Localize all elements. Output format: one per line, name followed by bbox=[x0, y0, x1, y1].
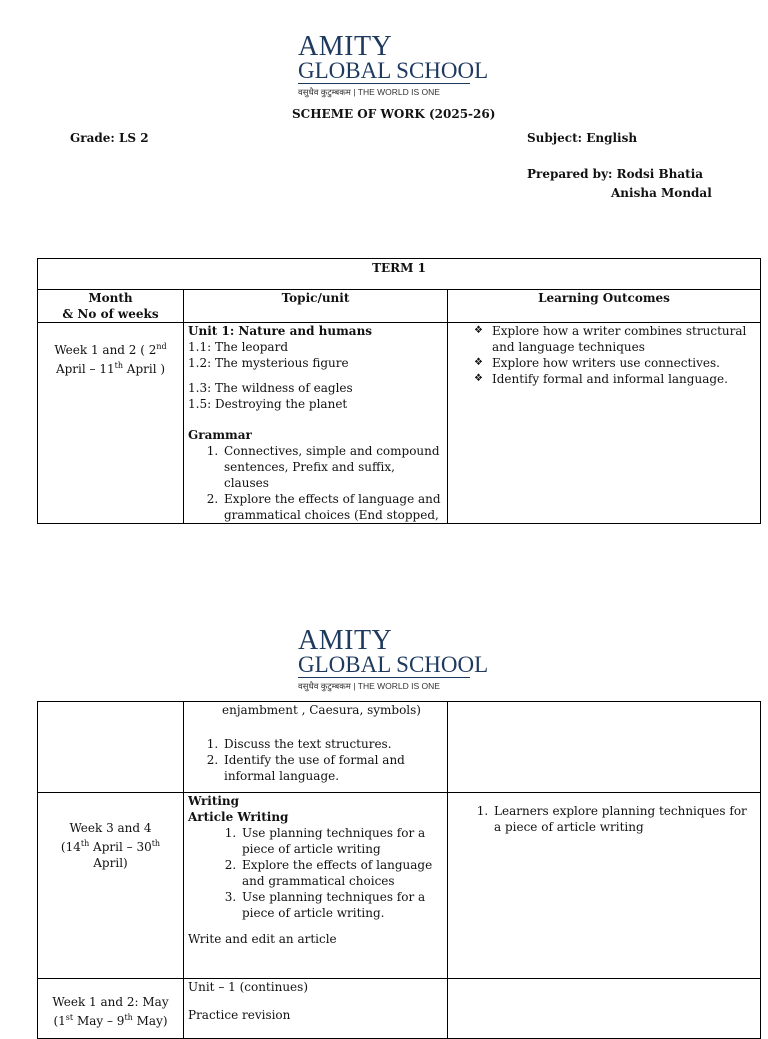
month-text: (14 bbox=[60, 840, 81, 854]
month-text: Week 1 and 2: May bbox=[52, 995, 169, 1009]
list-item: 1. Learners explore planning techniques for a piece of article writing bbox=[492, 803, 756, 835]
month-cell bbox=[38, 979, 184, 1039]
outcomes-cell bbox=[448, 702, 761, 793]
unit-title: Unit 1: Nature and humans bbox=[188, 324, 373, 338]
list-item: 1. Connectives, simple and compound sentences, Prefix and suffix, clauses bbox=[222, 443, 443, 491]
scheme-table-term1 bbox=[37, 258, 761, 524]
month-cell bbox=[38, 702, 184, 793]
term-header: TERM 1 bbox=[38, 259, 761, 290]
topic-header: Topic/unit bbox=[184, 290, 448, 323]
writing-note: Write and edit an article bbox=[188, 932, 337, 946]
month-text: April – 11 bbox=[55, 362, 115, 376]
practice-revision: Practice revision bbox=[188, 1008, 291, 1022]
month-text: May) bbox=[132, 1014, 168, 1028]
month-text: Week 3 and 4 bbox=[69, 821, 152, 835]
topic-item: 1.3: The wildness of eagles bbox=[188, 381, 353, 395]
list-item: 2. Explore the effects of language and grammatical choices bbox=[240, 857, 443, 889]
month-range bbox=[42, 836, 179, 871]
grammar-title: Grammar bbox=[188, 428, 252, 442]
list-item: 3. Use planning techniques for a piece of article writing. bbox=[240, 889, 443, 921]
writing-title: Writing bbox=[188, 794, 240, 808]
list-item: 1. Use planning techniques for a piece of article writing bbox=[240, 825, 443, 857]
list-item: 2. Explore the effects of language and grammatical choices (End stopped, bbox=[222, 491, 443, 523]
topic-item: 1.1: The leopard bbox=[188, 340, 289, 354]
topic-cell bbox=[184, 979, 448, 1039]
list-item: ❖ Explore how a writer combines structural and language techniques bbox=[488, 323, 756, 355]
grammar-list bbox=[188, 443, 443, 523]
month-sup: nd bbox=[156, 342, 167, 351]
month-header-line1: Month bbox=[88, 291, 133, 305]
outcomes-list bbox=[452, 323, 756, 387]
logo-line-2: GLOBAL SCHOOL bbox=[298, 58, 489, 83]
month-sup: th bbox=[114, 361, 123, 370]
month-cell bbox=[38, 793, 184, 979]
writing-list bbox=[188, 825, 443, 921]
topic-cell bbox=[184, 793, 448, 979]
month-header-line2: & No of weeks bbox=[62, 307, 159, 321]
article-writing-title: Article Writing bbox=[188, 810, 289, 824]
prepared-by-label: Prepared by: Rodsi Bhatia bbox=[527, 167, 704, 181]
month-range bbox=[42, 1010, 179, 1029]
school-logo bbox=[298, 625, 489, 692]
logo-line-1: AMITY bbox=[298, 625, 393, 656]
outcomes-header: Learning Outcomes bbox=[448, 290, 761, 323]
outcomes-cell bbox=[448, 979, 761, 1039]
logo-tagline: वसुधैव कुटुम्बकम | THE WORLD IS ONE bbox=[298, 87, 440, 97]
document-title: SCHEME OF WORK (2025-26) bbox=[292, 107, 496, 121]
month-header bbox=[38, 290, 184, 323]
month-text: April – 30 bbox=[89, 840, 152, 854]
month-cell bbox=[38, 323, 184, 524]
month-text: April) bbox=[93, 856, 128, 870]
outcomes-cell bbox=[448, 323, 761, 524]
month-sup: st bbox=[65, 1013, 74, 1022]
text-structure-list bbox=[188, 736, 443, 784]
list-item: 1. Discuss the text structures. bbox=[222, 736, 443, 752]
topic-item: 1.2: The mysterious figure bbox=[188, 356, 349, 370]
logo-line-2: GLOBAL SCHOOL bbox=[298, 652, 489, 677]
month-sup: th bbox=[151, 839, 161, 848]
outcomes-cell bbox=[448, 793, 761, 979]
month-text: (1 bbox=[53, 1014, 66, 1028]
month-text: May – 9 bbox=[73, 1014, 125, 1028]
month-text: April ) bbox=[122, 362, 166, 376]
scheme-table-continued bbox=[37, 701, 761, 1039]
unit-continues: Unit – 1 (continues) bbox=[188, 980, 308, 994]
grade-label: Grade: LS 2 bbox=[70, 131, 149, 145]
subject-label: Subject: English bbox=[527, 131, 638, 145]
continued-text: enjambment , Caesura, symbols) bbox=[222, 703, 421, 717]
month-sup: th bbox=[124, 1013, 133, 1022]
month-sup: th bbox=[80, 839, 90, 848]
prepared-by-second: Anisha Mondal bbox=[611, 186, 712, 200]
outcomes-list bbox=[452, 803, 756, 835]
logo-line-1: AMITY bbox=[298, 31, 393, 62]
topic-cell bbox=[184, 323, 448, 524]
list-item: ❖ Explore how writers use connectives. bbox=[488, 355, 756, 371]
topic-cell bbox=[184, 702, 448, 793]
month-text: Week 1 and 2 ( 2 bbox=[54, 343, 157, 357]
list-item: 2. Identify the use of formal and informal language. bbox=[222, 752, 443, 784]
topic-item: 1.5: Destroying the planet bbox=[188, 397, 348, 411]
school-logo bbox=[298, 31, 489, 98]
list-item: ❖ Identify formal and informal language. bbox=[488, 371, 756, 387]
logo-tagline: वसुधैव कुटुम्बकम | THE WORLD IS ONE bbox=[298, 681, 440, 691]
